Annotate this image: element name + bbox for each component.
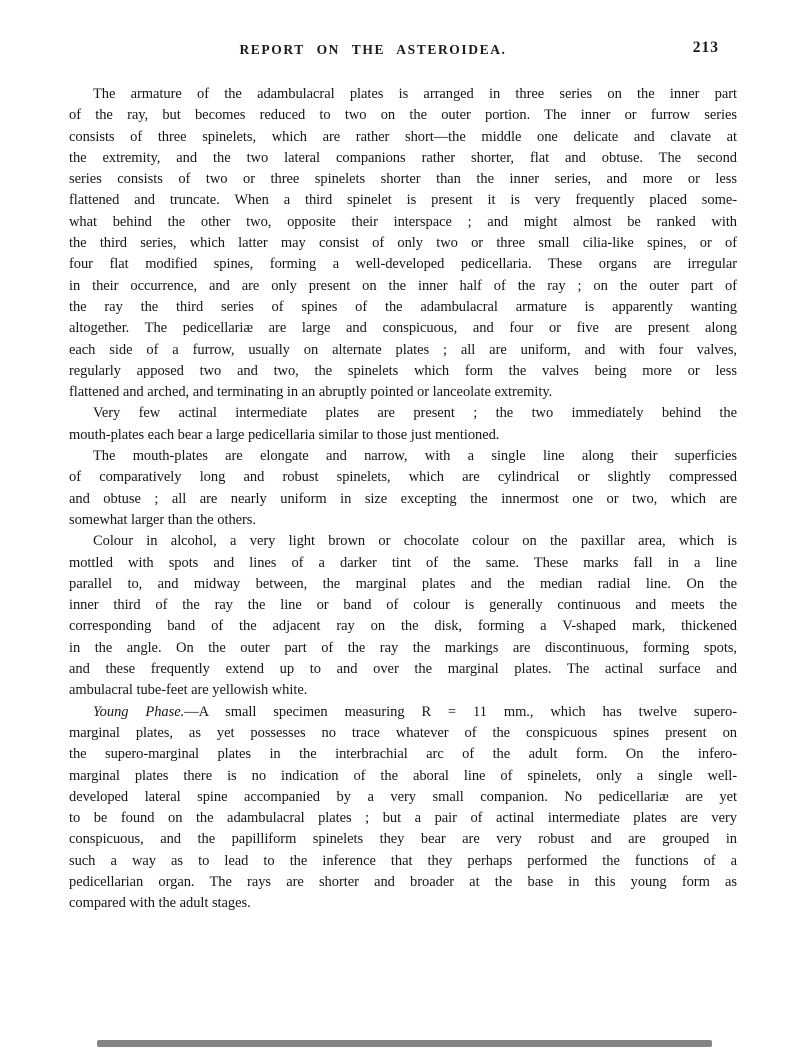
text-line: mouth-plates each bear a large pedicellaria similar to those just mentioned. (69, 426, 500, 443)
text-line: Colour in alcohol, a very light brown or chocolate colour on the paxillar area, which is (93, 533, 737, 550)
text-line: developed lateral spine accompanied by a very small companion. No pedicellariæ are yet (69, 788, 737, 805)
text-line: Very few actinal intermediate plates are present ; the two immediately behind the (93, 405, 737, 422)
page-header (69, 39, 737, 60)
text-line: somewhat larger than the others. (69, 511, 256, 528)
text-line: consists of three spinelets, which are rather short—the middle one delicate and clavate at (69, 128, 737, 145)
text-line: ambulacral tube-feet are yellowish white. (69, 682, 308, 699)
text-line: compared with the adult stages. (69, 895, 251, 912)
italic-lead: Young Phase. (93, 703, 185, 720)
text-line: corresponding band of the adjacent ray on the disk, forming a V-shaped mark, thickened (69, 618, 737, 635)
text-line: marginal plates, as yet possesses no trace whatever of the conspicuous spines present on (69, 724, 737, 741)
text-line: regularly apposed two and two, the spinelets which form the valves being more or less (69, 362, 737, 379)
text-line: parallel to, and midway between, the marginal plates and the median radial line. On the (69, 575, 737, 592)
text-line: and these frequently extend up to and over the marginal plates. The actinal surface and (69, 661, 737, 678)
running-head-title: REPORT ON THE ASTEROIDEA. (239, 42, 507, 57)
text-line: altogether. The pedicellariæ are large and conspicuous, and four or five are present along (69, 320, 737, 337)
text-line: mottled with spots and lines of a darker tint of the same. These marks fall in a line (69, 554, 737, 571)
paragraph (69, 403, 737, 446)
page-number: 213 (692, 39, 719, 56)
page-body (69, 84, 737, 915)
text-line: series consists of two or three spinelets shorter than the inner series, and more or less (69, 171, 737, 188)
text-line: the ray the third series of spines of the adambulacral armature is apparently wanting (69, 298, 737, 315)
text-line: The armature of the adambulacral plates is arranged in three series on the inner part (93, 86, 737, 102)
text-line: The mouth-plates are elongate and narrow, with a single line along their superficies (93, 448, 737, 465)
text-line: each side of a furrow, usually on alternate plates ; all are uniform, and with four valves, (69, 341, 737, 358)
paragraph (69, 84, 737, 403)
text-line: in the angle. On the outer part of the ray the markings are discontinuous, forming spots, (69, 639, 737, 656)
paragraph (69, 531, 737, 701)
text-line: marginal plates there is no indication of the aboral line of spinelets, only a single well- (69, 767, 737, 784)
paragraph (69, 446, 737, 531)
text-line: the supero-marginal plates in the interbrachial arc of the adult form. On the infero- (69, 746, 737, 763)
text-line: what behind the other two, opposite their interspace ; and might almost be ranked with (69, 213, 737, 230)
text-line: Young Phase.—A small specimen measuring R = 11 mm., which has twelve supero- (93, 703, 738, 720)
text-line: of the ray, but becomes reduced to two on the outer portion. The inner or furrow series (69, 107, 737, 124)
text-line: in their occurrence, and are only present on the inner half of the ray ; on the outer part of (69, 277, 737, 294)
text-line: such a way as to lead to the inference that they perhaps performed the functions of a (69, 852, 737, 869)
text-line: and obtuse ; all are nearly uniform in size excepting the innermost one or two, which are (69, 490, 737, 507)
text-line: to be found on the adambulacral plates ; but a pair of actinal intermediate plates are very (69, 810, 737, 827)
text-line: inner third of the ray the line or band of colour is generally continuous and meets the (69, 597, 737, 614)
text-line: pedicellarian organ. The rays are shorter and broader at the base in this young form as (69, 873, 737, 890)
text-line: four flat modified spines, forming a well-developed pedicellaria. These organs are irregular (69, 256, 737, 273)
paragraph (69, 702, 737, 915)
text-line: flattened and arched, and terminating in an abruptly pointed or lanceolate extremity. (69, 384, 553, 401)
scan-artifact-bar (97, 1040, 712, 1047)
text-line: the extremity, and the two lateral companions rather shorter, flat and obtuse. The second (69, 149, 737, 166)
text-line: the third series, which latter may consist of only two or three small cilia-like spines, or of (69, 235, 737, 252)
text-line: flattened and truncate. When a third spinelet is present it is very frequently placed some- (69, 192, 737, 209)
text-line: of comparatively long and robust spinelets, which are cylindrical or slightly compressed (69, 469, 737, 486)
text-line: conspicuous, and the papilliform spinelets they bear are very robust and are grouped in (69, 831, 737, 848)
